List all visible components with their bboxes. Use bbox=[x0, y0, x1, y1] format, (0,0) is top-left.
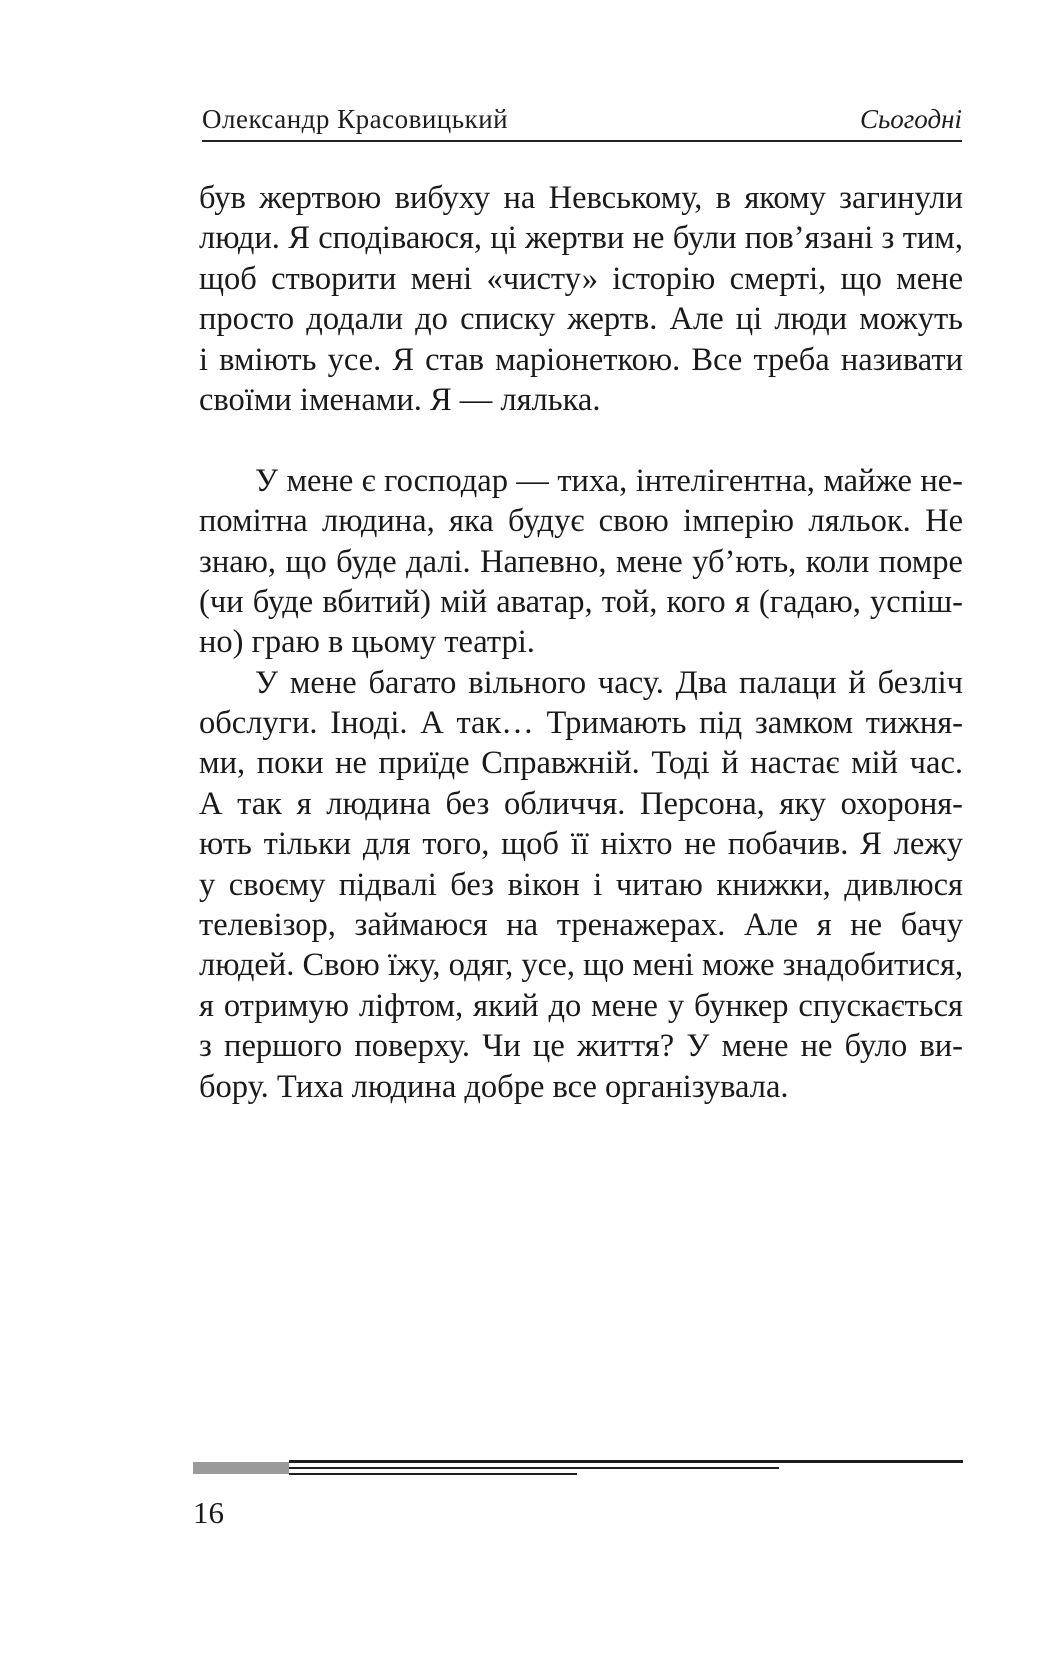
text-line: знаю, що буде далі. Напевно, мене уб’ють, коли помре bbox=[199, 543, 963, 580]
text-line: я отримую ліфтом, який до мене у бункер спускається bbox=[199, 987, 963, 1024]
body-text bbox=[199, 178, 963, 1107]
text-line: своїми іменами. Я — лялька. bbox=[199, 381, 601, 418]
text-line: У мене багато вільного часу. Два палаци й безліч bbox=[255, 664, 963, 701]
header-book-title: Сьогодні bbox=[859, 104, 962, 134]
paragraph-2 bbox=[199, 461, 963, 663]
text-line: бору. Тиха людина добре все організувала. bbox=[199, 1068, 789, 1105]
text-line: ють тільки для того, щоб її ніхто не побачив. Я лежу bbox=[199, 826, 963, 863]
text-line: з першого поверху. Чи це життя? У мене не було ви- bbox=[199, 1028, 963, 1065]
paragraph-gap bbox=[199, 420, 963, 460]
text-line: просто додали до списку жертв. Але ці люди можуть bbox=[199, 301, 963, 338]
text-line: був жертвою вибуху на Невському, в якому загинули bbox=[199, 180, 963, 216]
footer-gray-bar bbox=[193, 1462, 289, 1474]
text-line: обслуги. Іноді. А так… Тримають під замком тижня- bbox=[199, 705, 963, 742]
text-line: ми, поки не приїде Справжній. Тоді й настає мій час. bbox=[199, 745, 963, 782]
header-author: Олександр Красовицький bbox=[202, 104, 509, 134]
footer-decorative-rules bbox=[193, 1456, 963, 1486]
paragraph-1 bbox=[199, 178, 963, 420]
text-line: помітна людина, яка будує свою імперію ляльок. Не bbox=[199, 503, 963, 540]
text-line: А так я людина без обличчя. Персона, яку охороня- bbox=[199, 785, 963, 822]
text-line: (чи буде вбитий) мій аватар, той, кого я (гадаю, успіш- bbox=[199, 583, 963, 620]
running-header bbox=[202, 100, 962, 142]
text-line: людей. Свою їжу, одяг, усе, що мені може знадобитися, bbox=[199, 947, 964, 984]
text-line: У мене є господар — тиха, інтелігентна, майже не- bbox=[255, 462, 963, 499]
text-line: у своєму підвалі без вікон і читаю книжки, дивлюся bbox=[199, 866, 963, 903]
footer-rule-line bbox=[289, 1467, 779, 1469]
text-line: щоб створити мені «чисту» історію смерті, що мене bbox=[199, 260, 963, 297]
footer-rule-line bbox=[289, 1473, 577, 1475]
footer-rule-line bbox=[289, 1460, 963, 1463]
text-line: телевізор, займаюся на тренажерах. Але я не бачу bbox=[199, 907, 963, 944]
text-line: но) граю в цьому театрі. bbox=[199, 624, 535, 661]
text-line: і вміють усе. Я став маріонеткою. Все треба називати bbox=[199, 341, 963, 378]
text-line: люди. Я сподіваюся, ці жертви не були пов’язані з тим, bbox=[199, 220, 963, 257]
page-number: 16 bbox=[193, 1495, 224, 1530]
paragraph-3 bbox=[199, 663, 963, 1107]
